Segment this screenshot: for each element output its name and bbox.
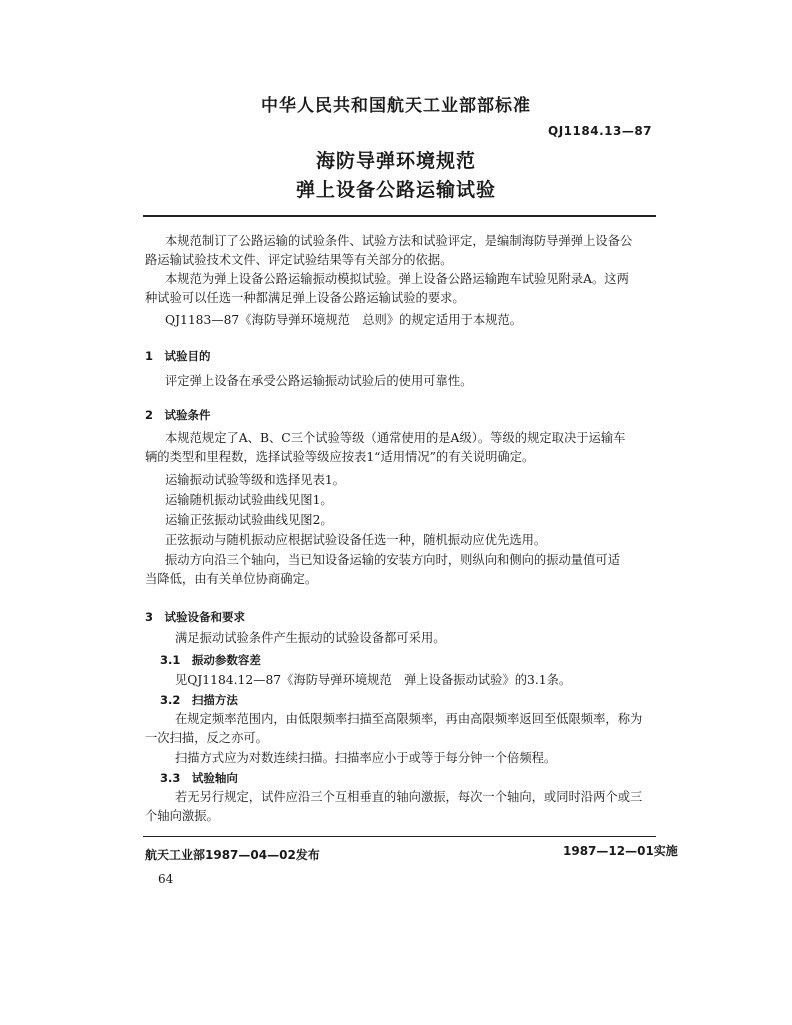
section-1-heading: 1 试验目的 — [145, 349, 211, 363]
section-2-paragraph-6-line-1: 振动方向沿三个轴向，当已知设备运输的安装方向时，则纵向和侧向的振动量值可适 — [165, 553, 620, 567]
document-title-line2: 弹上设备公路运输试验 — [295, 179, 496, 201]
section-2-paragraph-1-line-1: 本规范规定了A、B、C三个试验等级（通常使用的是A级）。等级的规定取决于运输车 — [165, 431, 626, 445]
section-3-2-heading: 3.2 扫描方法 — [160, 693, 238, 707]
section-3-2-paragraph-1-line-2: 一次扫描，反之亦可。 — [145, 731, 268, 745]
section-3-3-heading: 3.3 试验轴向 — [160, 771, 238, 785]
section-3-3-paragraph-line-2: 个轴向激振。 — [145, 809, 219, 823]
document-title-line1: 海防导弹环境规范 — [315, 150, 476, 172]
section-2-paragraph-1-line-2: 辆的类型和里程数，选择试验等级应按表1“适用情况”的有关说明确定。 — [145, 450, 535, 464]
section-3-2-paragraph-2: 扫描方式应为对数连续扫描。扫描率应小于或等于每分钟一个倍频程。 — [175, 751, 557, 765]
standard-code: QJ1184.13—87 — [548, 124, 653, 138]
effective-date: 1987—12—01实施 — [563, 844, 678, 858]
issuing-organization: 中华人民共和国航天工业部部标准 — [261, 96, 531, 116]
page-number: 64 — [158, 872, 174, 886]
header-divider — [143, 215, 656, 217]
section-2-paragraph-6-line-2: 当降低，由有关单位协商确定。 — [145, 572, 318, 586]
intro-paragraph-3: QJ1183—87《海防导弹环境规范 总则》的规定适用于本规范。 — [165, 313, 523, 327]
issue-date: 航天工业部1987—04—02发布 — [145, 848, 320, 862]
section-2-paragraph-3: 运输随机振动试验曲线见图1。 — [165, 493, 333, 507]
section-2-paragraph-2: 运输振动试验等级和选择见表1。 — [165, 473, 345, 487]
section-3-2-paragraph-1-line-1: 在规定频率范围内，由低限频率扫描至高限频率，再由高限频率返回至低限频率，称为 — [175, 712, 643, 726]
section-3-1-paragraph: 见QJ1184.12—87《海防导弹环境规范 弹上设备振动试验》的3.1条。 — [175, 673, 572, 687]
intro-paragraph-2-line-2: 种试验可以任选一种都满足弹上设备公路运输试验的要求。 — [145, 291, 465, 305]
footer-divider — [143, 836, 656, 837]
intro-paragraph-1-line-1: 本规范制订了公路运输的试验条件、试验方法和试验评定，是编制海防导弹弹上设备公 — [165, 234, 633, 248]
intro-paragraph-2-line-1: 本规范为弹上设备公路运输振动模拟试验。弹上设备公路运输跑车试验见附录A。这两 — [165, 272, 629, 286]
section-2-paragraph-4: 运输正弦振动试验曲线见图2。 — [165, 513, 333, 527]
section-1-paragraph: 评定弹上设备在承受公路运输振动试验后的使用可靠性。 — [165, 374, 473, 388]
section-3-paragraph: 满足振动试验条件产生振动的试验设备都可采用。 — [175, 631, 446, 645]
section-2-heading: 2 试验条件 — [145, 408, 211, 422]
intro-paragraph-1-line-2: 路运输试验技术文件、评定试验结果等有关部分的依据。 — [145, 253, 453, 267]
section-3-1-heading: 3.1 振动参数容差 — [160, 653, 261, 667]
section-3-3-paragraph-line-1: 若无另行规定，试件应沿三个互相垂直的轴向激振，每次一个轴向，或同时沿两个或三 — [175, 790, 643, 804]
section-3-heading: 3 试验设备和要求 — [145, 610, 246, 624]
section-2-paragraph-5: 正弦振动与随机振动应根据试验设备任选一种，随机振动应优先选用。 — [165, 533, 547, 547]
